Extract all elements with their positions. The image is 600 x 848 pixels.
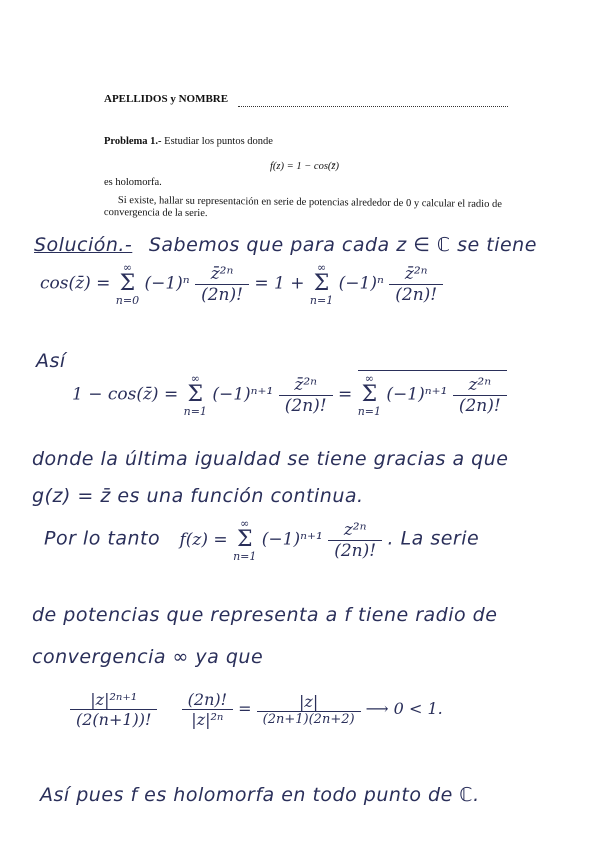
sum-upper-limit: ∞ — [122, 261, 132, 274]
problem-formula: f(z) = 1 − cos(z̄) — [270, 161, 339, 172]
problem-line3: Si existe, hallar su representación en serie de potencias alrededor de 0 y calcular el radio de — [117, 195, 502, 211]
sum-upper-limit: ∞ — [240, 517, 250, 530]
eq2-denominator: (2n)! — [279, 395, 333, 416]
eq4-fraction2 — [182, 690, 233, 729]
eq4-fraction3 — [257, 692, 361, 727]
eq2-numerator: z̄²ⁿ — [294, 374, 318, 395]
eq1-mid: = 1 + — [254, 273, 305, 294]
eq4-tail: ⟶ 0 < 1. — [365, 699, 443, 718]
eq3-lhs: f(z) = — [179, 529, 228, 550]
solution-label: Solución.- — [34, 234, 133, 256]
eq2-term: (−1)ⁿ⁺¹ — [212, 384, 274, 405]
equation-cos-series — [40, 262, 443, 306]
asi-label: Así — [36, 350, 66, 372]
eq2-conjugate-bar — [358, 370, 507, 417]
sum-upper-limit: ∞ — [190, 372, 200, 385]
eq2-numerator2: z²ⁿ — [468, 374, 492, 395]
eq4-denominator3: (2n+1)(2n+2) — [257, 711, 361, 727]
sum-symbol: ∞ Σ n=1 — [233, 517, 257, 563]
sum-lower-limit: n=1 — [183, 405, 207, 418]
sum-symbol: ∞ Σ n=1 — [309, 261, 334, 307]
solution-line1: Sabemos que para cada z ∈ ℂ se tiene — [148, 234, 537, 256]
equation-one-minus-cos — [72, 370, 507, 417]
sum-lower-limit: n=1 — [357, 405, 382, 418]
line-final: Así pues f es holomorfa en todo punto de ℂ. — [40, 784, 480, 806]
eq2-denominator2: (2n)! — [453, 395, 507, 416]
name-dotted-line — [238, 106, 508, 107]
sum-lower-limit: n=1 — [233, 550, 257, 563]
problem-title: Problema 1.- — [104, 136, 162, 147]
problem-intro: Estudiar los puntos donde — [164, 136, 273, 147]
sum-upper-limit: ∞ — [316, 261, 327, 274]
eq1-term: (−1)ⁿ — [144, 273, 190, 294]
eq1-numerator: z̄²ⁿ — [210, 263, 234, 284]
equation-f-series — [44, 518, 479, 562]
eq3-numerator: z²ⁿ — [343, 519, 367, 540]
eq1-fraction — [195, 264, 249, 305]
sum-symbol: ∞ Σ n=1 — [357, 372, 382, 418]
eq2-fraction — [279, 375, 333, 416]
eq3-denominator: (2n)! — [328, 540, 382, 561]
problem-line2: es holomorfa. — [104, 177, 162, 188]
problem-line4: convergencia de la serie. — [103, 207, 208, 220]
sum-lower-limit: n=0 — [115, 294, 140, 307]
solution-heading — [34, 234, 537, 256]
eq2-equals: = — [338, 384, 353, 405]
eq4-denominator1: (2(n+1))! — [70, 709, 157, 729]
eq4-denominator2: |z|²ⁿ — [182, 709, 233, 729]
line-convergencia: convergencia ∞ ya que — [32, 646, 264, 668]
eq4-numerator2: (2n)! — [187, 690, 228, 709]
eq2-term2: (−1)ⁿ⁺¹ — [386, 384, 448, 405]
eq4-numerator3: |z| — [299, 692, 319, 711]
eq3-tail: . La serie — [387, 527, 480, 550]
problem-statement — [104, 136, 273, 147]
sum-lower-limit: n=1 — [309, 294, 334, 307]
line-por-lo-tanto: Por lo tanto — [44, 527, 161, 550]
line-donde: donde la última igualdad se tiene gracias a que — [32, 448, 509, 470]
sum-symbol: ∞ Σ n=1 — [183, 372, 207, 418]
eq4-numerator1: |z|²ⁿ⁺¹ — [90, 690, 138, 709]
sum-symbol: ∞ Σ n=0 — [115, 261, 140, 307]
eq4-fraction1 — [70, 690, 157, 729]
line-potencias: de potencias que representa a f tiene radio de — [32, 604, 498, 626]
sum-upper-limit: ∞ — [364, 372, 374, 385]
eq3-term: (−1)ⁿ⁺¹ — [261, 529, 323, 550]
eq1-lhs: cos(z̄) = — [40, 273, 111, 294]
eq3-fraction — [328, 520, 382, 561]
eq1-fraction2 — [389, 264, 443, 305]
eq1-denominator: (2n)! — [195, 284, 249, 305]
eq2-fraction2 — [453, 375, 507, 416]
eq1-numerator2: z̄²ⁿ — [404, 263, 428, 284]
eq1-term2: (−1)ⁿ — [338, 273, 384, 294]
eq2-lhs: 1 − cos(z̄) = — [72, 384, 179, 405]
eq1-denominator2: (2n)! — [389, 284, 443, 305]
eq4-equals: = — [238, 699, 252, 718]
line-continua: g(z) = z̄ es una función continua. — [32, 485, 364, 507]
equation-ratio-test — [70, 690, 443, 729]
name-label: APELLIDOS y NOMBRE — [104, 93, 229, 105]
